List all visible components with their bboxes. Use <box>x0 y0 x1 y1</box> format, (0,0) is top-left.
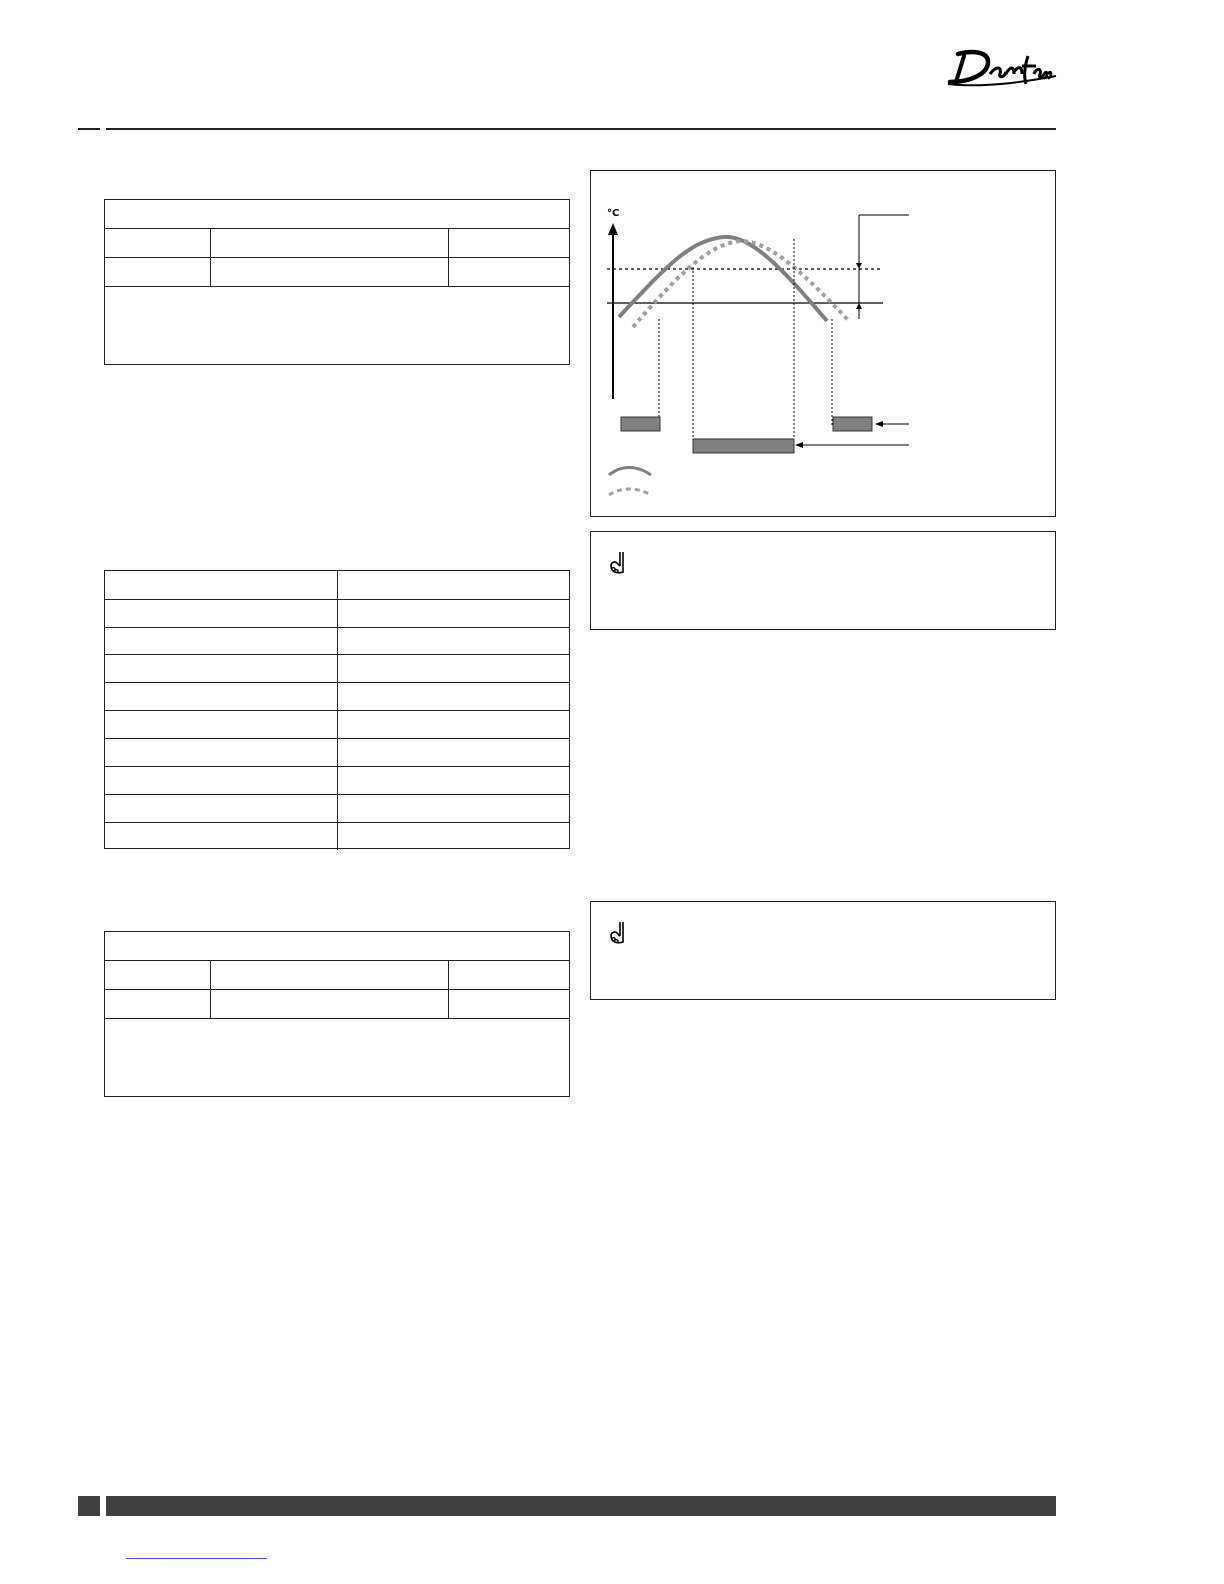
output-bar-right <box>833 417 872 431</box>
note-box-1 <box>590 531 1056 630</box>
table-row <box>105 228 569 229</box>
table-column-divider <box>210 228 211 286</box>
table-row <box>105 989 569 990</box>
output-bar-center <box>693 439 794 453</box>
difference-arrow-down <box>856 263 862 269</box>
footer-page-tab <box>78 1496 100 1516</box>
parameter-table-1 <box>104 199 570 365</box>
temperature-diagram <box>590 170 1056 517</box>
danfoss-logo <box>944 44 1058 88</box>
y-axis-label: °C <box>607 208 620 219</box>
pointer-arrow <box>875 421 883 427</box>
temperature-chart-svg <box>591 171 1057 518</box>
footer-bar <box>106 1496 1056 1516</box>
y-axis-arrow <box>608 223 618 235</box>
note-box-2 <box>590 901 1056 1000</box>
header-rule-short <box>78 128 100 130</box>
footer-link[interactable] <box>126 1558 267 1559</box>
parameter-table-2 <box>104 931 570 1097</box>
table-column-divider <box>210 960 211 1018</box>
header-rule <box>106 128 1056 130</box>
table-row <box>105 960 569 961</box>
legend-solid-swatch <box>609 468 651 476</box>
table-column-divider <box>337 571 338 850</box>
table-row <box>105 286 569 287</box>
settings-table <box>104 570 570 849</box>
pointer-arrow <box>795 442 803 448</box>
difference-arrow-up <box>856 303 862 309</box>
legend-dotted-swatch <box>609 489 651 495</box>
series-dotted-curve <box>633 241 849 327</box>
hand-pointing-icon <box>607 550 631 576</box>
output-bar-left <box>621 417 660 431</box>
table-column-divider <box>448 960 449 1018</box>
table-row <box>105 1018 569 1019</box>
table-column-divider <box>448 228 449 286</box>
hand-pointing-icon <box>607 920 631 946</box>
table-row <box>105 257 569 258</box>
